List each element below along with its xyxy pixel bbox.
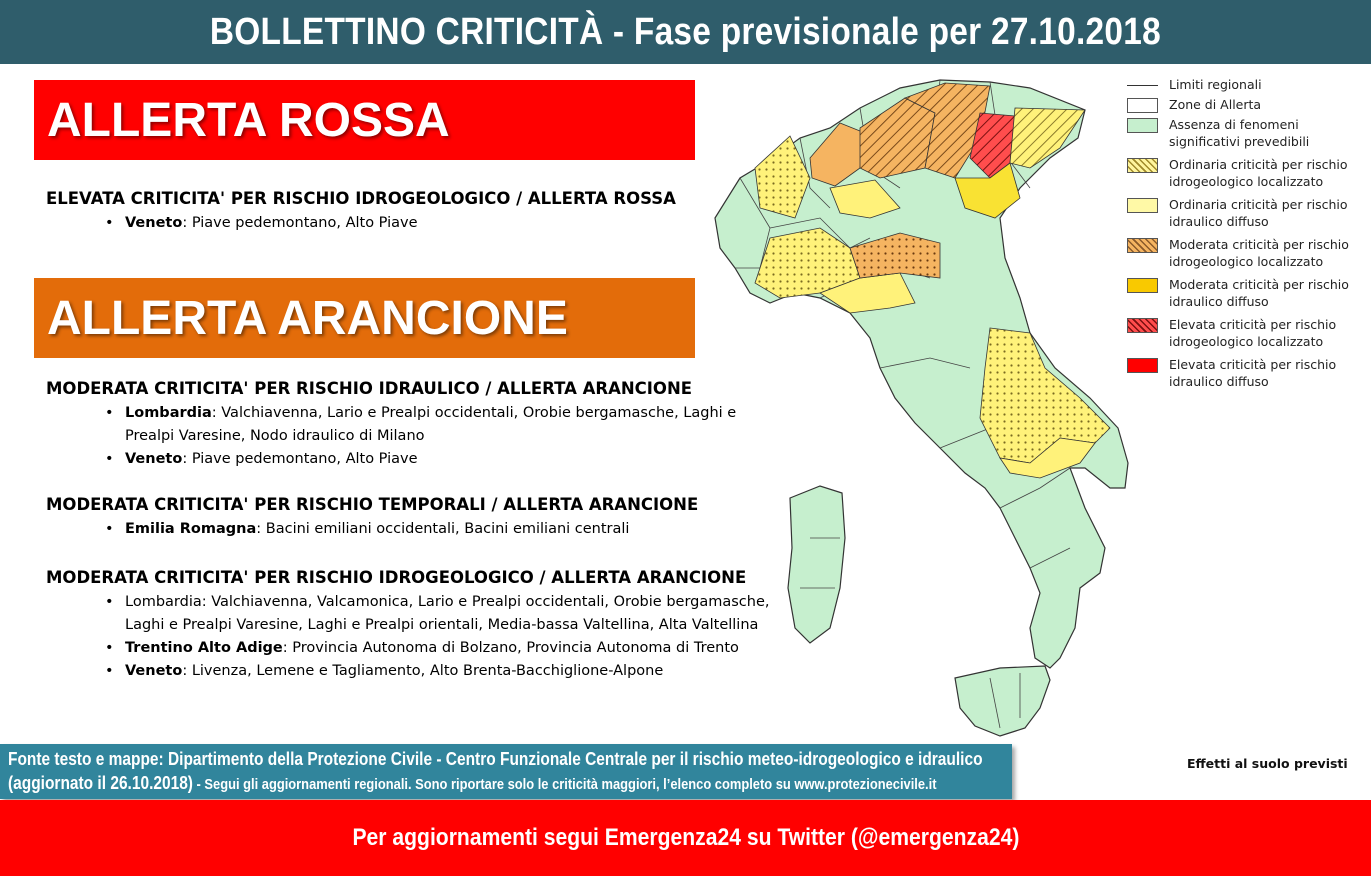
sardinia-shape	[788, 486, 845, 643]
list-item	[125, 402, 776, 448]
legend-item	[1127, 116, 1367, 156]
legend-symbol	[1127, 318, 1158, 333]
region-name: Veneto	[125, 451, 183, 467]
legend-label: Limiti regionali	[1169, 77, 1262, 92]
map-caption: Effetti al suolo previsti	[1187, 756, 1348, 771]
zone-text: Bacini emiliani occidentali, Bacini emiliani centrali	[261, 521, 630, 537]
list-item	[125, 212, 776, 235]
legend-item	[1127, 276, 1367, 316]
section-heading: MODERATA CRITICITA' PER RISCHIO TEMPORALI / ALLERTA ARANCIONE	[46, 495, 699, 514]
list-item	[125, 660, 776, 683]
zone-text: Piave pedemontano, Alto Piave	[187, 215, 418, 231]
region-name: Trentino Alto Adige	[125, 640, 283, 656]
list-item	[125, 518, 776, 541]
region-list	[46, 212, 776, 235]
region-name: Emilia Romagna	[125, 521, 257, 537]
italy-alert-map	[700, 68, 1130, 758]
orange-alert-banner	[34, 278, 695, 358]
footer-bar	[0, 800, 1371, 876]
region-sep: :	[182, 451, 188, 467]
red-alert-label: ALLERTA ROSSA	[47, 93, 450, 147]
region-sep: :	[256, 521, 262, 537]
zone-text: Livenza, Lemene e Tagliamento, Alto Brenta-Bacchiglione-Alpone	[187, 663, 664, 679]
zone-text: Valchiavenna, Lario e Prealpi occidentali, Orobie bergamasche, Laghi e Prealpi Varesine, Nodo idraulico di Milano	[125, 405, 737, 444]
legend-item	[1127, 156, 1367, 196]
zone-text: Lombardia: Valchiavenna, Valcamonica, Lario e Prealpi occidentali, Orobie bergamasche, Laghi e Prealpi Varesine, Laghi e Prealpi orientali, Media-bassa Valtellina, Alta Valtellina	[125, 594, 770, 633]
legend-label: Ordinaria criticità per rischio idrogeologico localizzato	[1169, 157, 1348, 189]
region-name: Lombardia	[125, 405, 212, 421]
legend-label: Moderata criticità per rischio idraulico diffuso	[1169, 277, 1349, 309]
region-sep: :	[211, 405, 217, 421]
region-list	[46, 402, 776, 471]
region-name: Veneto	[125, 663, 183, 679]
bulletin-title: BOLLETTINO CRITICITÀ - Fase previsionale per 27.10.2018	[209, 10, 1162, 53]
section-heading: MODERATA CRITICITA' PER RISCHIO IDRAULICO / ALLERTA ARANCIONE	[46, 379, 693, 398]
region-sep: :	[182, 215, 188, 231]
legend-symbol	[1127, 198, 1158, 213]
legend-item	[1127, 356, 1367, 396]
title-bar	[0, 0, 1371, 64]
legend-label: Elevata criticità per rischio idrogeologico localizzato	[1169, 317, 1337, 349]
legend-symbol	[1127, 158, 1158, 173]
source-line-1: Fonte testo e mappe: Dipartimento della Protezione Civile - Centro Funzionale Centrale per il rischio meteo-idrogeologico e idraulico	[8, 749, 983, 769]
region-sep: :	[182, 663, 188, 679]
list-item	[125, 637, 776, 660]
legend-label: Assenza di fenomeni significativi prevedibili	[1169, 117, 1310, 149]
source-updated: (aggiornato il 26.10.2018)	[8, 773, 193, 793]
legend-symbol	[1127, 238, 1158, 253]
legend-label: Elevata criticità per rischio idraulico diffuso	[1169, 357, 1337, 389]
region-list	[46, 518, 776, 541]
list-item	[125, 591, 776, 637]
orange-section-hydraulic	[46, 379, 776, 471]
sicily-shape	[955, 666, 1050, 736]
legend-label: Moderata criticità per rischio idrogeologico localizzato	[1169, 237, 1349, 269]
legend-item	[1127, 196, 1367, 236]
zone-text: Provincia Autonoma di Bolzano, Provincia Autonoma di Trento	[287, 640, 739, 656]
source-note: - Segui gli aggiornamenti regionali. Sono riportare solo le criticità maggiori, l’elenco completo su www.protezionecivile.it	[192, 776, 937, 793]
map-legend	[1127, 76, 1367, 396]
orange-alert-label: ALLERTA ARANCIONE	[47, 291, 568, 345]
zone-text: Piave pedemontano, Alto Piave	[187, 451, 418, 467]
section-heading: MODERATA CRITICITA' PER RISCHIO IDROGEOLOGICO / ALLERTA ARANCIONE	[46, 568, 747, 587]
red-alert-banner	[34, 80, 695, 160]
legend-symbol	[1127, 118, 1158, 133]
footer-text: Per aggiornamenti segui Emergenza24 su Twitter (@emergenza24)	[352, 824, 1019, 851]
orange-section-storms	[46, 495, 776, 541]
legend-symbol	[1127, 358, 1158, 373]
legend-symbol	[1127, 98, 1158, 113]
region-list	[46, 591, 776, 683]
region-name: Veneto	[125, 215, 183, 231]
legend-item	[1127, 236, 1367, 276]
region-sep: :	[282, 640, 288, 656]
orange-section-hydrogeological	[46, 568, 776, 683]
legend-item	[1127, 316, 1367, 356]
red-section	[46, 189, 776, 235]
legend-symbol	[1127, 278, 1158, 293]
source-box	[0, 744, 1012, 799]
source-line-2	[8, 773, 937, 794]
legend-item	[1127, 96, 1367, 116]
legend-symbol	[1127, 85, 1158, 86]
section-heading: ELEVATA CRITICITA' PER RISCHIO IDROGEOLOGICO / ALLERTA ROSSA	[46, 189, 676, 208]
legend-item	[1127, 76, 1367, 96]
legend-label: Zone di Allerta	[1169, 97, 1262, 112]
list-item	[125, 448, 776, 471]
legend-label: Ordinaria criticità per rischio idraulico diffuso	[1169, 197, 1348, 229]
